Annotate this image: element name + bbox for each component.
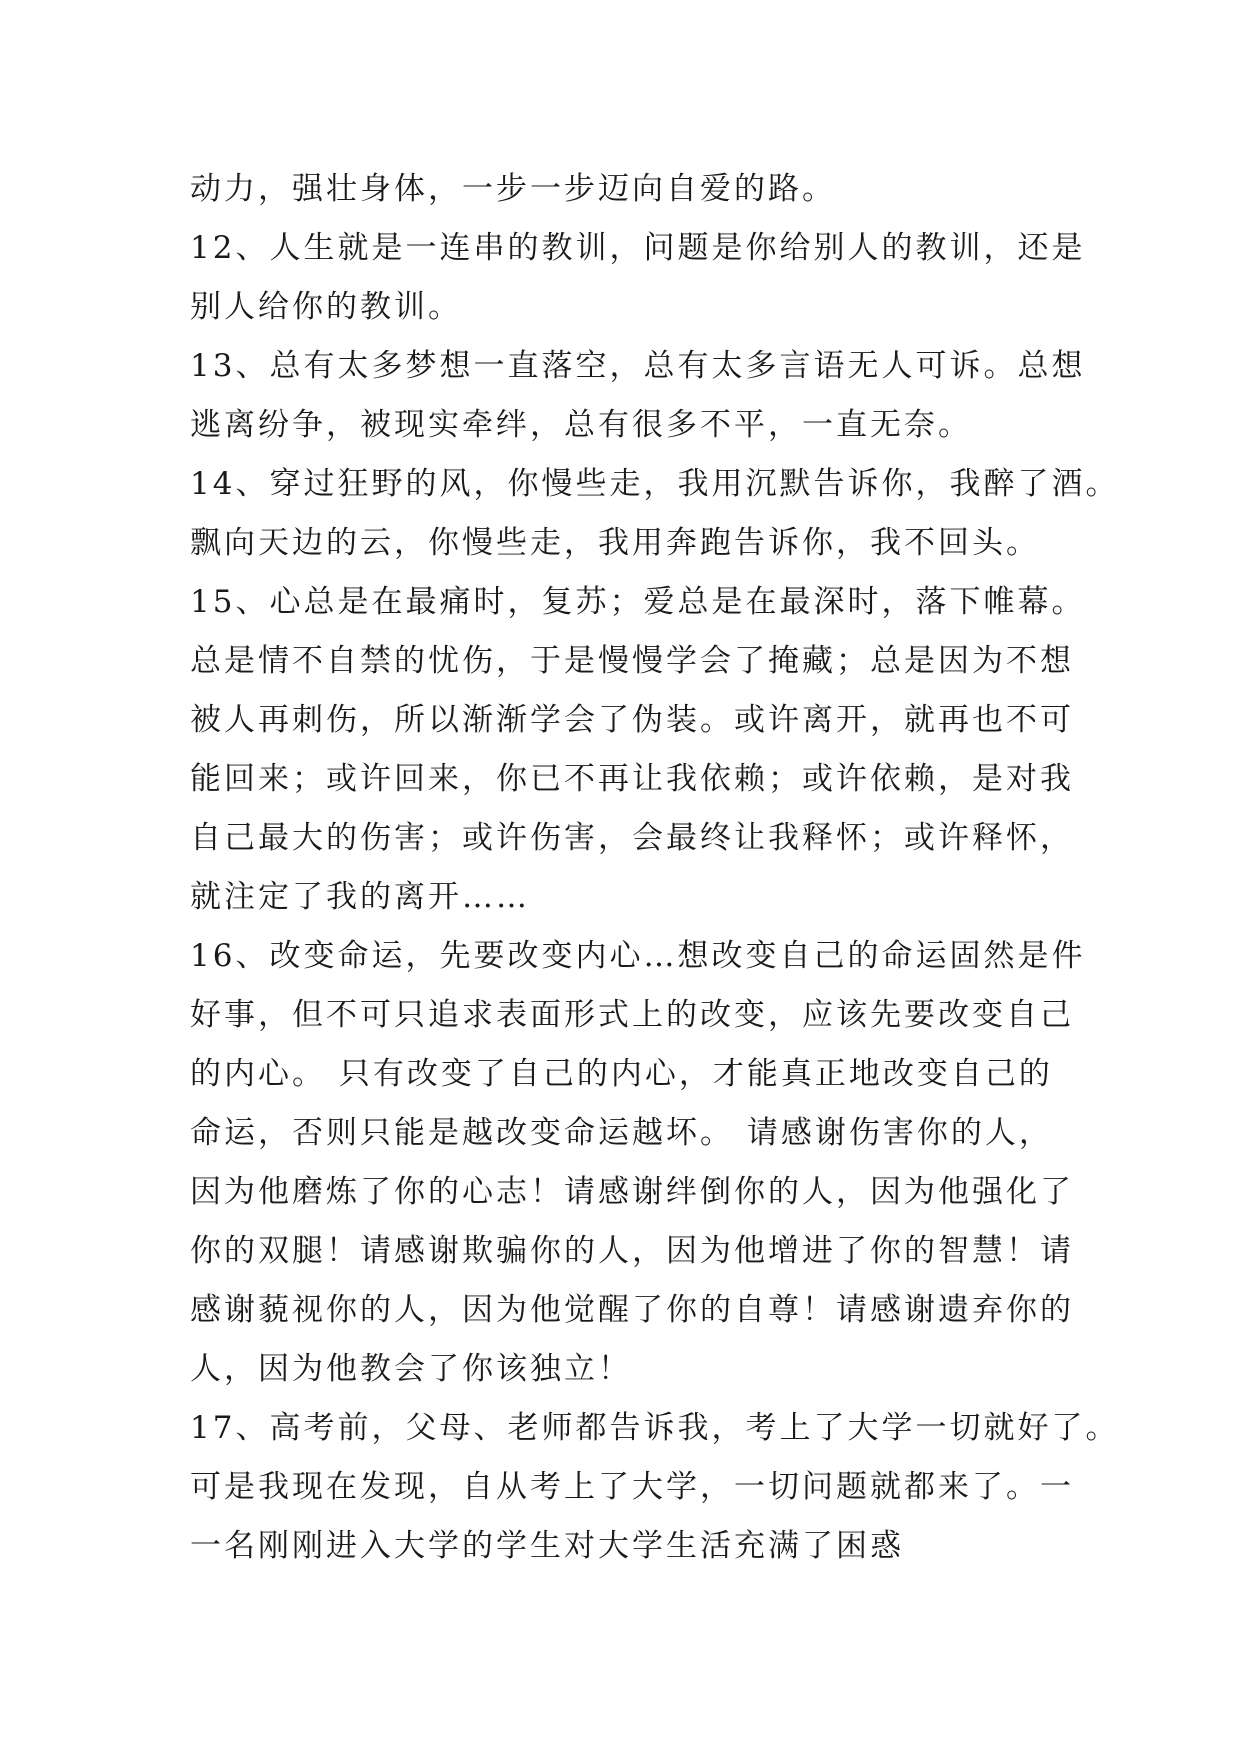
text-line: 一名刚刚进入大学的学生对大学生活充满了困惑: [190, 1528, 904, 1564]
text-line: 能回来；或许回来，你已不再让我依赖；或许依赖，是对我: [190, 761, 1074, 797]
text-line: 17、高考前，父母、老师都告诉我，考上了大学一切就好了。: [190, 1410, 1120, 1446]
text-line: 13、总有太多梦想一直落空，总有太多言语无人可诉。总想: [190, 348, 1086, 384]
text-line: 动力，强壮身体，一步一步迈向自爱的路。: [190, 171, 836, 207]
text-line: 16、改变命运，先要改变内心…想改变自己的命运固然是件: [190, 938, 1086, 974]
text-line: 总是情不自禁的忧伤，于是慢慢学会了掩藏；总是因为不想: [190, 643, 1074, 679]
text-line: 15、心总是在最痛时，复苏；爱总是在最深时，落下帷幕。: [190, 584, 1086, 620]
text-line: 感谢藐视你的人，因为他觉醒了你的自尊！请感谢遗弃你的: [190, 1292, 1074, 1328]
text-line: 的内心。 只有改变了自己的内心，才能真正地改变自己的: [190, 1056, 1053, 1092]
text-line: 自己最大的伤害；或许伤害，会最终让我释怀；或许释怀，: [190, 820, 1074, 856]
text-line: 逃离纷争，被现实牵绊，总有很多不平，一直无奈。: [190, 407, 972, 443]
document-body: [190, 160, 1120, 1576]
text-line: 14、穿过狂野的风，你慢些走，我用沉默告诉你，我醉了酒。: [190, 466, 1120, 502]
text-line: 因为他磨炼了你的心志！请感谢绊倒你的人，因为他强化了: [190, 1174, 1074, 1210]
text-line: 可是我现在发现，自从考上了大学，一切问题就都来了。一: [190, 1469, 1074, 1505]
text-line: 你的双腿！请感谢欺骗你的人，因为他增进了你的智慧！请: [190, 1233, 1074, 1269]
text-line: 被人再刺伤，所以渐渐学会了伪装。或许离开，就再也不可: [190, 702, 1074, 738]
text-line: 好事，但不可只追求表面形式上的改变，应该先要改变自己: [190, 997, 1074, 1033]
text-line: 就注定了我的离开……: [190, 879, 530, 915]
text-line: 12、人生就是一连串的教训，问题是你给别人的教训，还是: [190, 230, 1086, 266]
text-line: 别人给你的教训。: [190, 289, 462, 325]
text-line: 飘向天边的云，你慢些走，我用奔跑告诉你，我不回头。: [190, 525, 1040, 561]
text-line: 人，因为他教会了你该独立！: [190, 1351, 632, 1387]
text-line: 命运，否则只能是越改变命运越坏。 请感谢伤害你的人，: [190, 1115, 1053, 1151]
